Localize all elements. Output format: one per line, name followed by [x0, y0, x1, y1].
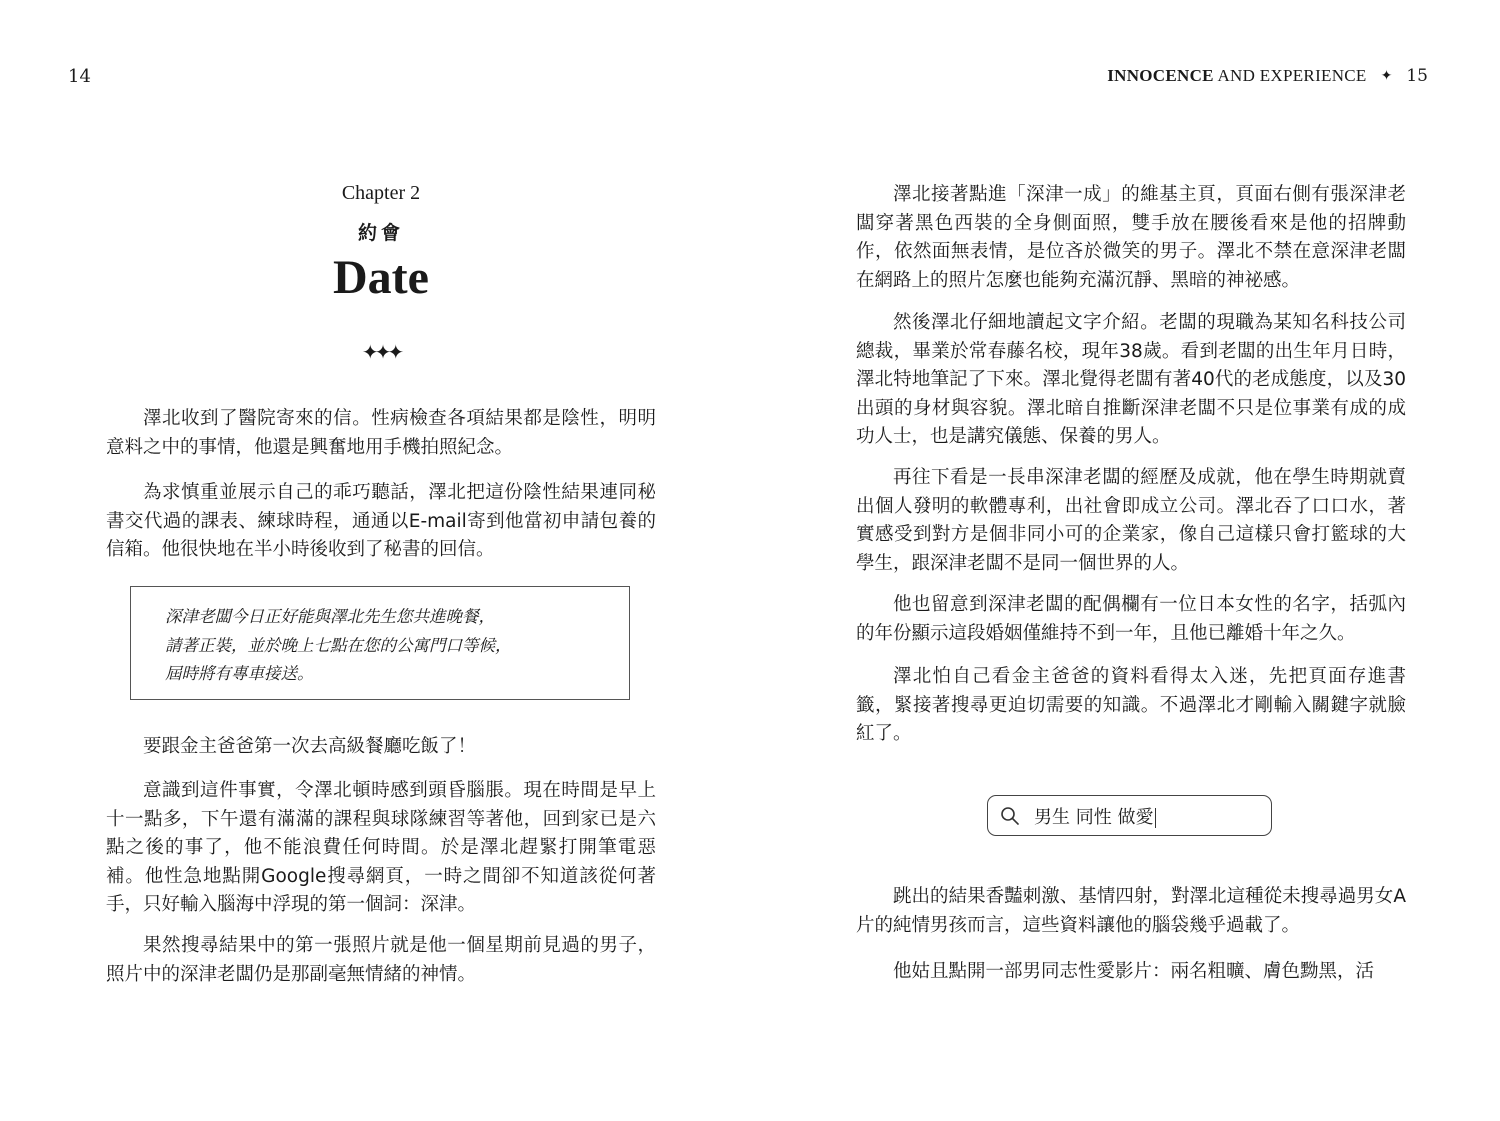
body-paragraph: 澤北怕自己看金主爸爸的資料看得太入迷，先把頁面存進書籤，緊接著搜尋更迫切需要的知識。不過澤北才剛輸入關鍵字就臉紅了。: [856, 666, 1406, 744]
running-header: [1107, 66, 1428, 86]
body-paragraph: 意識到這件事實，令澤北頓時感到頭昏腦脹。現在時間是早上十一點多，下午還有滿滿的課程與球隊練習等著他，回到家已是六點之後的事了，他不能浪費任何時間。於是澤北趕緊打開筆電惡補。他性急地點開Google搜尋網頁，一時之間卻不知道該從何著手，只好輸入腦海中浮現的第一個詞：深津。: [106, 780, 656, 915]
running-head-title: [1107, 66, 1366, 86]
search-bar-illustration: [987, 795, 1272, 836]
body-paragraph: 要跟金主爸爸第一次去高級餐廳吃飯了！: [143, 736, 477, 757]
body-paragraph: 他也留意到深津老闆的配偶欄有一位日本女性的名字，括弧內的年份顯示這段婚姻僅維持不到一年，且他已離婚十年之久。: [856, 594, 1406, 644]
body-paragraph: 然後澤北仔細地讀起文字介紹。老闆的現職為某知名科技公司總裁，畢業於常春藤名校，現年38歲。看到老闆的出生年月日時，澤北特地筆記了下來。澤北覺得老闆有著40代的老成態度，以及30出頭的身材與容貌。澤北暗自推斷深津老闆不只是位事業有成的成功人士，也是講究儀態、保養的男人。: [856, 312, 1406, 447]
left-page-number: 14: [68, 66, 91, 87]
letter-quote-box: [130, 586, 630, 700]
letter-line: 深津老闆今日正好能與澤北先生您共進晚餐，: [165, 607, 495, 626]
chapter-title-en: Date: [333, 251, 429, 304]
letter-line: 屆時將有專車接送。: [165, 664, 314, 683]
search-query: 男生 同性 做愛: [1034, 806, 1154, 828]
body-paragraph: 他姑且點開一部男同志性愛影片：兩名粗曠、膚色黝黑，活: [893, 961, 1375, 982]
chapter-title-zh: 約會: [357, 222, 404, 244]
star-icon: ✦: [1380, 68, 1393, 84]
body-paragraph: 澤北接著點進「深津一成」的維基主頁，頁面右側有張深津老闆穿著黑色西裝的全身側面照，雙手放在腰後看來是他的招牌動作，依然面無表情，是位吝於微笑的男子。澤北不禁在意深津老闆在網路上的照片怎麼也能夠充滿沉靜、黑暗的神祕感。: [856, 184, 1406, 291]
ornament-stars-icon: ✦✦✦: [361, 340, 401, 364]
body-paragraph: 再往下看是一長串深津老闆的經歷及成就，他在學生時期就賣出個人發明的軟體專利，出社會即成立公司。澤北吞了口口水，著實感受到對方是個非同小可的企業家，像自己這樣只會打籃球的大學生，跟深津老闆不是同一個世界的人。: [856, 467, 1406, 574]
running-head-part: INNOCENCE: [1107, 66, 1214, 85]
chapter-label: Chapter 2: [341, 182, 421, 204]
body-paragraph: 為求慎重並展示自己的乖巧聽話，澤北把這份陰性結果連同秘書交代過的課表、練球時程，通通以E-mail寄到他當初申請包養的信箱。他很快地在半小時後收到了秘書的回信。: [106, 482, 656, 560]
right-page-number: 15: [1406, 66, 1428, 86]
body-paragraph: 澤北收到了醫院寄來的信。性病檢查各項結果都是陰性，明明意料之中的事情，他還是興奮地用手機拍照紀念。: [106, 408, 656, 458]
letter-line: 請著正裝，並於晚上七點在您的公寓門口等候，: [165, 635, 512, 655]
body-paragraph: 果然搜尋結果中的第一張照片就是他一個星期前見過的男子，照片中的深津老闆仍是那副毫無情緒的神情。: [106, 935, 656, 985]
running-head-part: EXPERIENCE: [1259, 66, 1367, 85]
running-head-part: AND: [1217, 66, 1256, 85]
search-icon: [1000, 806, 1020, 826]
body-paragraph: 跳出的結果香豔刺激、基情四射，對澤北這種從未搜尋過男女A片的純情男孩而言，這些資料讓他的腦袋幾乎過載了。: [856, 886, 1406, 936]
text-caret: [1155, 808, 1156, 828]
